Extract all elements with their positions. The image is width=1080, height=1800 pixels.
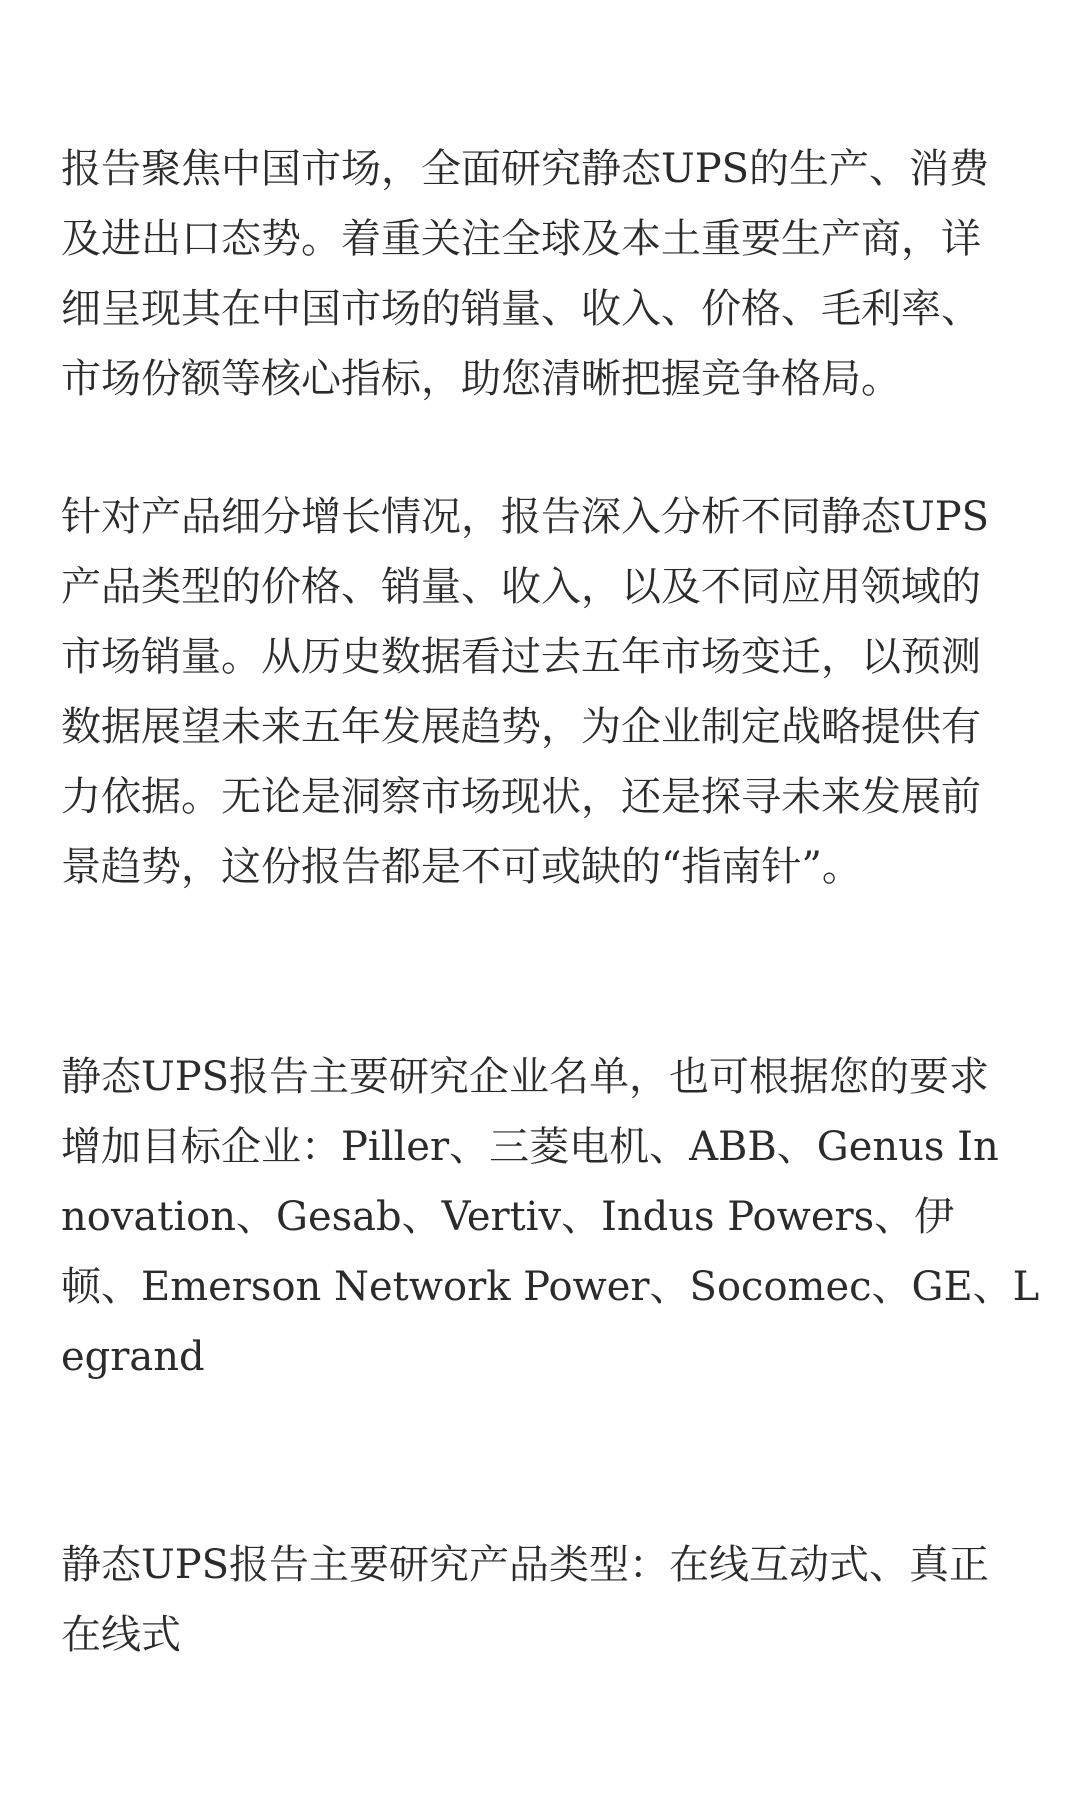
text-line: 市场销量。从历史数据看过去五年市场变迁，以预测: [61, 634, 981, 680]
text-line: 及进出口态势。着重关注全球及本土重要生产商，详: [61, 216, 981, 262]
text-line: 静态UPS报告主要研究产品类型：在线互动式、真正: [61, 1542, 990, 1588]
text-line: 报告聚焦中国市场，全面研究静态UPS的生产、消费: [61, 146, 990, 192]
text-line: 市场份额等核心指标，助您清晰把握竞争格局。: [61, 356, 901, 402]
text-line: 景趋势，这份报告都是不可或缺的“指南针”。: [61, 844, 862, 890]
text-line: 细呈现其在中国市场的销量、收入、价格、毛利率、: [61, 286, 981, 332]
paragraph-overview: [61, 134, 1021, 414]
text-line: 数据展望未来五年发展趋势，为企业制定战略提供有: [61, 704, 981, 750]
paragraph-company-list: [61, 1042, 1040, 1392]
text-line: 针对产品细分增长情况，报告深入分析不同静态UPS: [61, 494, 990, 540]
text-line: 在线式: [61, 1612, 181, 1658]
paragraph-segment-analysis: [61, 482, 1021, 902]
text-line: 力依据。无论是洞察市场现状，还是探寻未来发展前: [61, 774, 981, 820]
paragraph-product-types: [61, 1530, 1021, 1670]
text-line: 产品类型的价格、销量、收入，以及不同应用领域的: [61, 564, 981, 610]
text-line: egrand: [61, 1334, 205, 1380]
text-line: 静态UPS报告主要研究企业名单，也可根据您的要求: [61, 1054, 990, 1100]
text-line: 顿、Emerson Network Power、Socomec、GE、L: [61, 1264, 1040, 1310]
text-line: 增加目标企业：Piller、三菱电机、ABB、Genus In: [61, 1124, 999, 1170]
text-line: novation、Gesab、Vertiv、Indus Powers、伊: [61, 1194, 955, 1240]
